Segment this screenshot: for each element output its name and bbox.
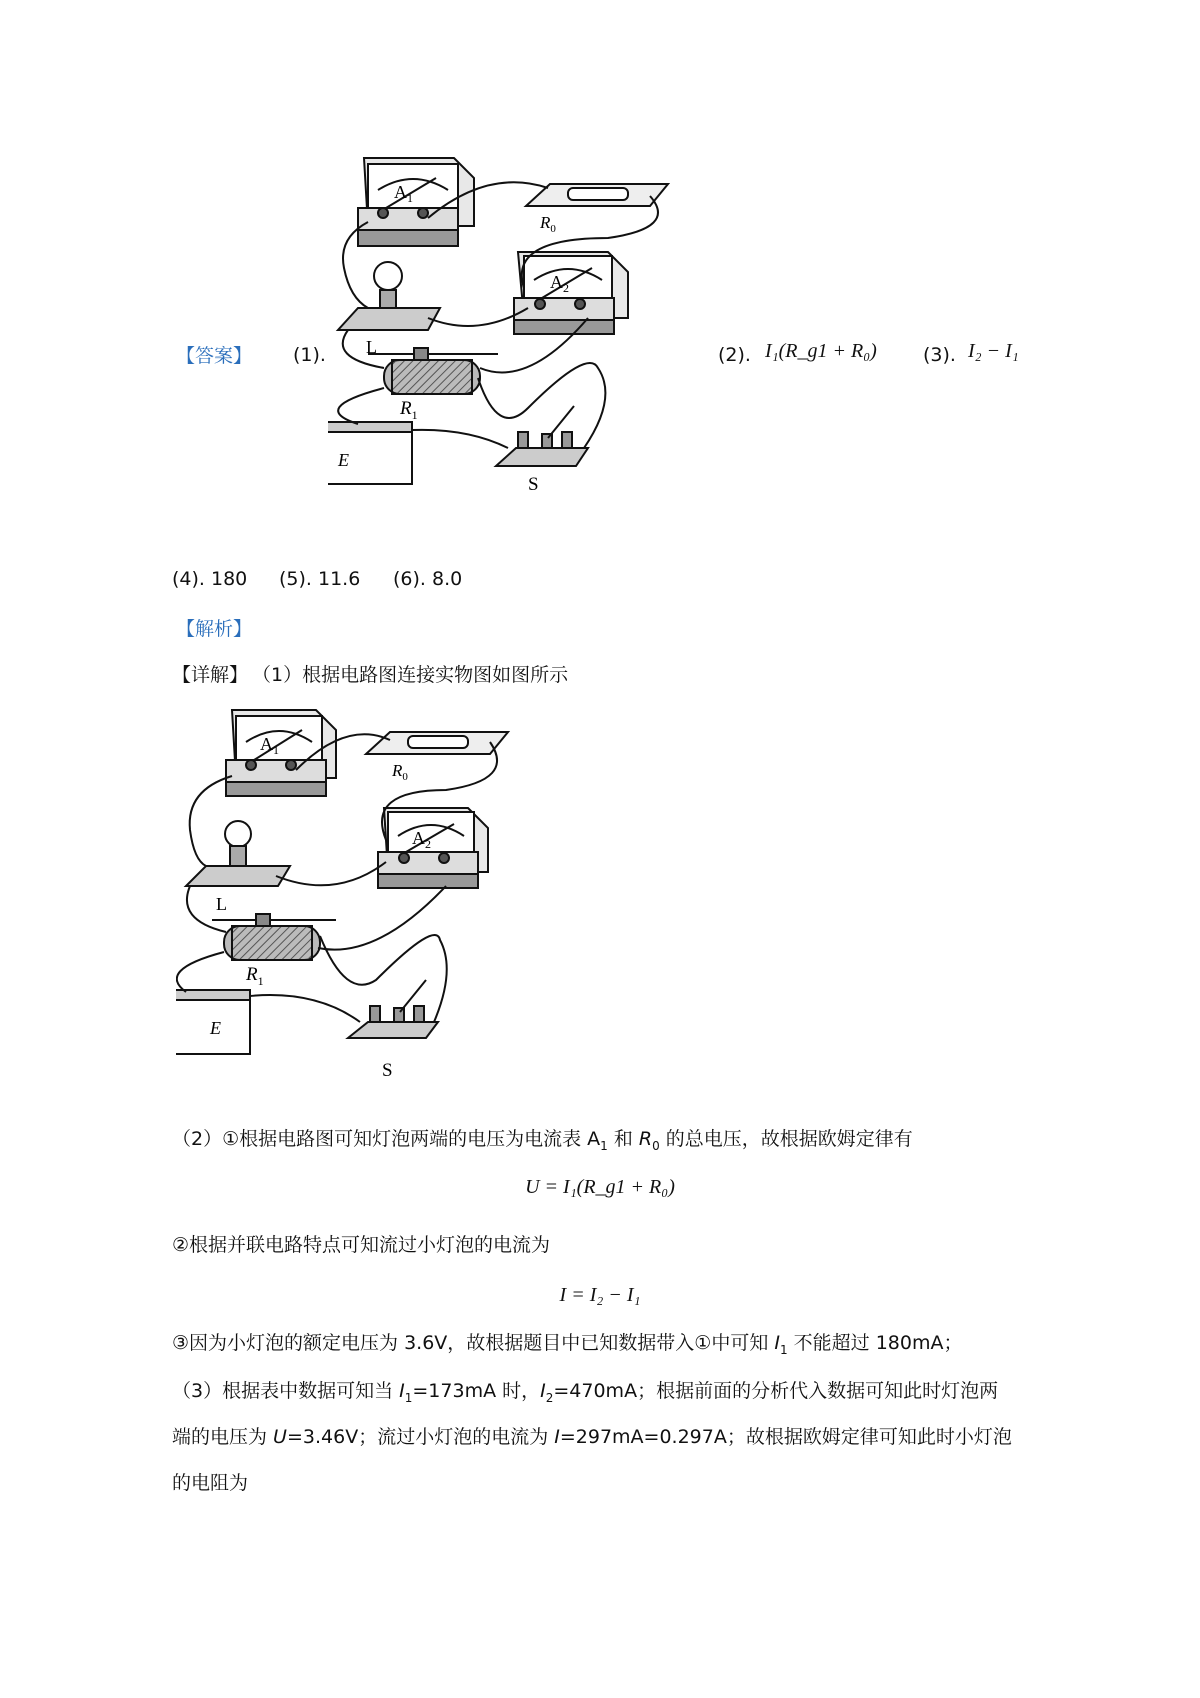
step-3-l1-a: （3）根据表中数据可知当 xyxy=(172,1380,400,1402)
answer-part-4: (4). 180 xyxy=(172,568,248,590)
lamp-label: L xyxy=(366,337,377,357)
step-2-r-sub: 0 xyxy=(652,1138,660,1153)
step-2-end: 的总电压，故根据欧姆定律有 xyxy=(659,1128,913,1150)
step-3-l1-b: =173mA 时， xyxy=(412,1380,541,1402)
step-1: （1）根据电路图连接实物图如图所示 xyxy=(252,664,569,686)
circuit-diagram-analysis xyxy=(176,700,526,1090)
svg-text:R0 xyxy=(539,213,556,235)
r1-sub: 1 xyxy=(411,408,418,422)
a1-sub: 1 xyxy=(407,191,413,205)
answer-part-2: (2). xyxy=(718,344,751,366)
svg-text:R1 xyxy=(399,398,418,422)
equation-I: I = I₂ − I₁ xyxy=(559,1284,641,1306)
step-3-l2-b: =3.46V；流过小灯泡的电流为 xyxy=(286,1426,555,1448)
a2-sub: 2 xyxy=(563,281,569,295)
answer-part-1: (1). xyxy=(293,344,326,366)
step-2-line xyxy=(172,1126,913,1159)
step-2b: ②根据并联电路特点可知流过小灯泡的电流为 xyxy=(172,1234,551,1256)
step-3-I2: I xyxy=(540,1380,546,1402)
step-2c-b: 不能超过 180mA； xyxy=(787,1332,963,1354)
lamp-label-2: L xyxy=(216,894,227,914)
step-2c-line xyxy=(172,1330,962,1363)
r0-sub: 0 xyxy=(550,223,556,235)
step-3-line-1 xyxy=(172,1378,998,1411)
answer-formula-2: I₁(R_g1 + R₀) xyxy=(765,340,877,362)
step-2-r: R xyxy=(638,1128,653,1150)
a1-label-2: A xyxy=(260,734,273,754)
answer-part-5: (5). 11.6 xyxy=(279,568,361,590)
r1-sub-2: 1 xyxy=(257,974,264,988)
svg-text:R1 xyxy=(245,964,264,988)
step-2-mid: 和 xyxy=(607,1128,639,1150)
step-2-a-sub: 1 xyxy=(600,1138,608,1153)
step-3-l2-a: 端的电压为 xyxy=(172,1426,274,1448)
r0-sub-2: 0 xyxy=(402,771,408,783)
a1-sub-2: 1 xyxy=(273,743,279,757)
detail-label: 【详解】 xyxy=(172,664,249,686)
battery-label: E xyxy=(338,450,349,470)
switch-label: S xyxy=(528,474,539,495)
answer-part-3: (3). xyxy=(923,344,956,366)
step-3-I1: I xyxy=(399,1380,405,1402)
a2-sub-2: 2 xyxy=(425,837,431,851)
svg-text:R0 xyxy=(391,761,408,783)
step-3-l1-c: =470mA；根据前面的分析代入数据可知此时灯泡两 xyxy=(553,1380,999,1402)
step-3-l2-c: =297mA=0.297A；故根据欧姆定律可知此时小灯泡 xyxy=(559,1426,1012,1448)
step-3-line-2: 端的电压为 U=3.46V；流过小灯泡的电流为 I=297mA=0.297A；故根据欧姆定律可知此时小灯泡 xyxy=(172,1426,1012,1448)
step-2c-sub: 1 xyxy=(779,1342,788,1357)
step-2c-a: ③因为小灯泡的额定电压为 3.6V，故根据题目中已知数据带入①中可知 xyxy=(172,1332,775,1354)
analysis-label: 【解析】 xyxy=(176,618,253,640)
step-2c-I: I xyxy=(774,1332,780,1354)
r0-label: R xyxy=(540,213,551,232)
answer-label: 【答案】 xyxy=(176,345,253,367)
r1-label-2: R xyxy=(246,964,258,985)
step-3-line-3: 的电阻为 xyxy=(172,1472,249,1494)
switch-label-2: S xyxy=(382,1060,393,1081)
a2-label: A xyxy=(550,272,563,292)
answer-part-6: (6). 8.0 xyxy=(393,568,463,590)
r0-label-2: R xyxy=(392,761,403,780)
a1-label: A xyxy=(394,182,407,202)
step-2-text: （2）①根据电路图可知灯泡两端的电压为电流表 A xyxy=(172,1128,601,1150)
r1-label: R xyxy=(400,398,412,419)
step-3-I1-sub: 1 xyxy=(404,1390,413,1405)
circuit-diagram-answer xyxy=(328,148,678,538)
a2-label-2: A xyxy=(412,828,425,848)
equation-U: U = I₁(R_g1 + R₀) xyxy=(525,1176,675,1198)
answer-formula-3: I₂ − I₁ xyxy=(968,340,1019,362)
battery-label-2: E xyxy=(210,1018,221,1038)
step-3-I2-sub: 2 xyxy=(545,1390,554,1405)
